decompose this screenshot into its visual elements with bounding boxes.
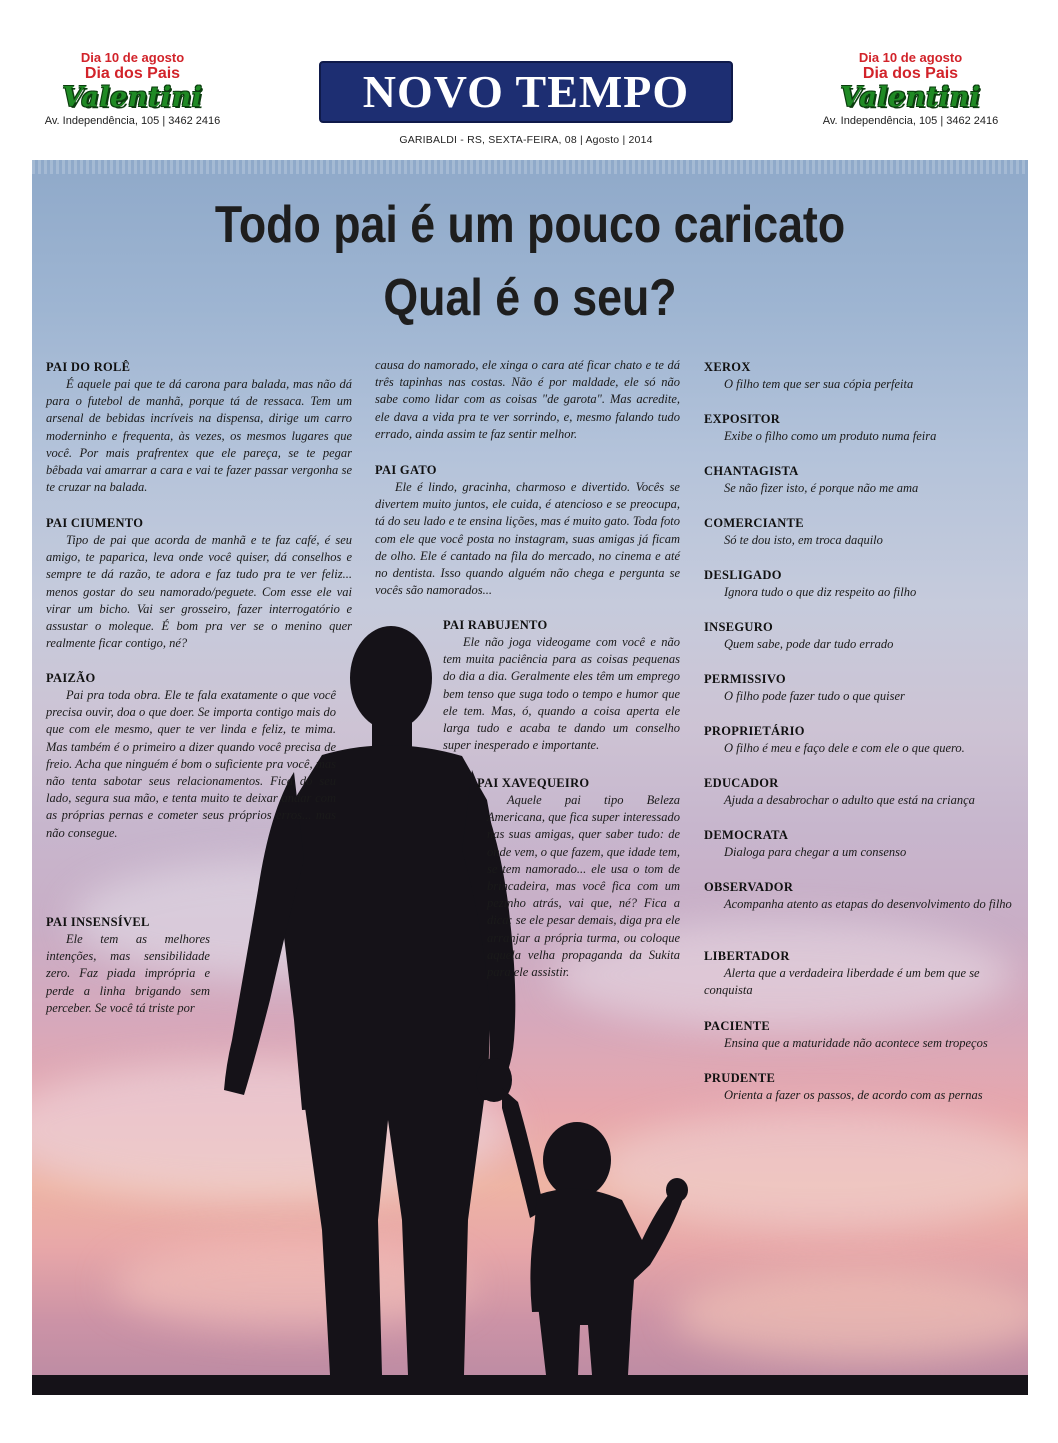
section-text-pai-insensivel [46, 931, 210, 1017]
paragraph: Ele não joga videogame com você e não tem muita paciência para as coisas pequenas do dia a dia. Geralmente eles têm um emprego bem tenso que suga todo o tempo e humor que ele tem. Mas, ó, quando a coisa aperta ele larga tudo e acaba te dando um conselho super inesperado e importante. [443, 635, 680, 753]
type-title-expositor: EXPOSITOR [704, 412, 781, 426]
headline-line-2: Qual é o seu? [383, 269, 677, 327]
type-title-desligado: DESLIGADO [704, 568, 782, 582]
type-definition-paciente: Ensina que a maturidade não acontece sem tropeços [724, 1036, 988, 1050]
ad-address: Av. Independência, 105 | 3462 2416 [822, 115, 999, 127]
type-title-democrata: DEMOCRATA [704, 828, 789, 842]
section-text-paizao [46, 687, 336, 842]
type-title-chantagista: CHANTAGISTA [704, 464, 799, 478]
type-title-prudente: PRUDENTE [704, 1071, 776, 1085]
newspaper-logo [319, 61, 733, 123]
section-title-pai-gato: PAI GATO [375, 463, 437, 477]
section-text-pai-ciumento [46, 532, 352, 652]
paragraph: É aquele pai que te dá carona para balada, mas não dá para o futebol de manhã, porque tá de ressaca. Tem um arsenal de bebidas incríveis na dispensa, dirige um carro moderninho e frequenta, às vezes, os mesmos lugares que você. Por mais prafrentex que ele pareça, se te pegar bêbada vai amarrar a cara e vai te fazer passar vergonha se te cruzar na balada. [46, 377, 352, 495]
type-title-paciente: PACIENTE [704, 1019, 771, 1033]
type-title-libertador: LIBERTADOR [704, 949, 790, 963]
section-text-pai-gato [375, 479, 680, 599]
ad-date: Dia 10 de agosto [80, 50, 185, 65]
section-title-pai-insensivel: PAI INSENSÍVEL [46, 915, 150, 929]
paragraph: Pai pra toda obra. Ele te fala exatamente o que você precisa ouvir, doa o que doer. Se importa contigo mais do que com ele mesmo, quer te ver linda e feliz, te mima. Mas também é o primeiro a dizer quando você precisa de freio. Acha que ninguém é bom o suficiente pra você, mas não tenta sabotar seus relacionamentos. Fica do seu lado, segura sua mão, e tenta muito te deixar andar com as próprias pernas e cometer seus próprios erros... mas não consegue. [46, 688, 336, 840]
section-title-paizao: PAIZÃO [46, 671, 96, 685]
ad-date: Dia 10 de agosto [858, 50, 963, 65]
type-definition-desligado: Ignora tudo o que diz respeito ao filho [724, 585, 917, 599]
ad-address: Av. Independência, 105 | 3462 2416 [44, 115, 221, 127]
section-title-pai-ciumento: PAI CIUMENTO [46, 516, 144, 530]
headline-line-1: Todo pai é um pouco caricato [214, 196, 846, 254]
type-title-comerciante: COMERCIANTE [704, 516, 804, 530]
valentini-logo: Valentini [62, 82, 203, 113]
newspaper-name: NOVO TEMPO [362, 66, 690, 117]
type-definition-democrata: Dialoga para chegar a um consenso [724, 845, 907, 859]
type-definition-prudente: Orienta a fazer os passos, de acordo com as pernas [724, 1088, 983, 1102]
ad-event: Dia dos Pais [84, 65, 181, 82]
type-definition-comerciante: Só te dou isto, em troca daquilo [724, 533, 883, 547]
type-definition-observador: Acompanha atento as etapas do desenvolvimento do filho [724, 897, 1012, 911]
section-title-pai-rabujento: PAI RABUJENTO [443, 618, 548, 632]
type-title-inseguro: INSEGURO [704, 620, 774, 634]
type-definition-xerox: O filho tem que ser sua cópia perfeita [724, 377, 914, 391]
type-definition-educador: Ajuda a desabrochar o adulto que está na criança [724, 793, 975, 807]
section-title-pai-do-role: PAI DO ROLÊ [46, 360, 131, 374]
ad-event: Dia dos Pais [862, 65, 959, 82]
type-definition-expositor: Exibe o filho como um produto numa feira [724, 429, 937, 443]
type-title-xerox: XEROX [704, 360, 751, 374]
type-definition-libertador: Alerta que a verdadeira liberdade é um bem que se conquista [704, 966, 980, 997]
type-definition-proprietario: O filho é meu e faço dele e com ele o que quero. [724, 741, 965, 755]
section-title-pai-xavequeiro: PAI XAVEQUEIRO [477, 776, 590, 790]
paragraph: Ele tem as melhores intenções, mas sensibilidade zero. Faz piada imprópria e perde a linha brigando sem perceber. Se você tá triste por [46, 932, 210, 1015]
valentini-ad-left [40, 50, 225, 128]
paragraph: Aquele pai tipo Beleza Americana, que fica super interessado nas suas amigas, quer saber tudo: de onde vem, o que fazem, que idade tem, se tem namorado... ele usa o tom de brincadeira, mas você fica com um pezinho atrás, vai que, né? Fica a dica: se ele pesar demais, diga pra ele arranjar a própria turma, ou coloque aquela velha propaganda da Sukita para ele assistir. [487, 793, 681, 980]
paragraph: Tipo de pai que acorda de manhã e te faz café, é seu amigo, te paparica, leva onde você quiser, dá conselhos e sempre te dá razão, te adora e faz tudo pra te ver feliz... menos gostar do seu namorado/peguete. Com esse ele vai virar um bicho. Vai ser grosseiro, fazer interrogatório e assustar o moleque. É bom pra ver se o menino quer realmente ficar contigo, né? [46, 533, 352, 651]
section-text-pai-xavequeiro [487, 792, 680, 981]
valentini-logo: Valentini [840, 82, 981, 113]
type-definition-chantagista: Se não fizer isto, é porque não me ama [724, 481, 919, 495]
paragraph: Ele é lindo, gracinha, charmoso e divertido. Vocês se divertem muito juntos, ele cuida, é atencioso e se preocupa, tá do seu lado e te ensina lições, mas é muito gato. Toda foto com ele que você posta no instagram, suas amigas já ficam de olho. Ele é cantado na fila do mercado, no cinema e até no dentista. Isso quando alguém não chega e pergunta se vocês são namorados... [375, 480, 680, 598]
type-definition-inseguro: Quem sabe, pode dar tudo errado [724, 637, 894, 651]
valentini-ad-right [818, 50, 1003, 128]
paragraph: causa do namorado, ele xinga o cara até ficar chato e te dá três tapinhas nas costas. Não é por maldade, ele só não sabe como lidar com as coisas "de garota". Mas acredite, ele dava a vida pra te ver sorrindo, e, mesmo falando tudo errado, ainda assim te faz sentir melhor. [375, 358, 680, 441]
type-title-educador: EDUCADOR [704, 776, 779, 790]
dateline: GARIBALDI - RS, SEXTA-FEIRA, 08 | Agosto | 2014 [399, 134, 653, 146]
type-title-proprietario: PROPRIETÁRIO [704, 724, 805, 738]
type-title-observador: OBSERVADOR [704, 880, 794, 894]
section-text-pai-rabujento [443, 634, 680, 754]
type-title-permissivo: PERMISSIVO [704, 672, 786, 686]
section-text-pai-insensivel-continued [375, 357, 680, 443]
type-definition-permissivo: O filho pode fazer tudo o que quiser [724, 689, 905, 703]
section-text-pai-do-role [46, 376, 352, 496]
